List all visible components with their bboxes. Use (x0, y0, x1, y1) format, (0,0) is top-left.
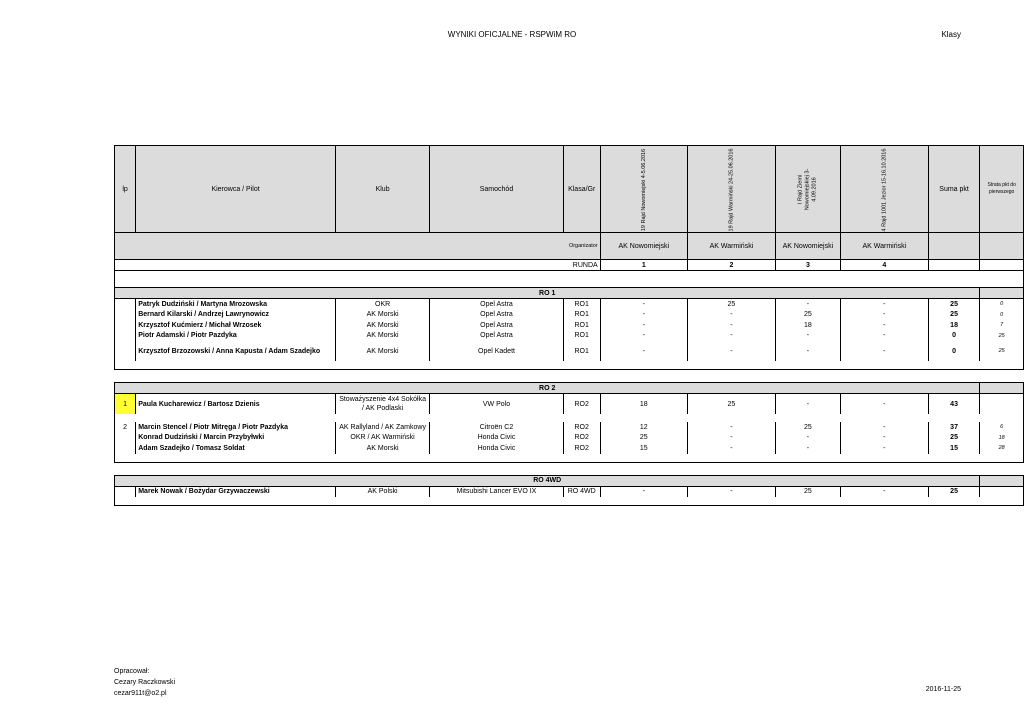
organizer-label: Organizator (115, 233, 601, 260)
cell-r2: - (687, 443, 775, 454)
cell-r2: - (687, 341, 775, 361)
round-blank-loss (980, 260, 1024, 271)
cell-class: RO1 (563, 299, 600, 310)
cell-lp (115, 299, 136, 310)
cell-club: AK Morski (335, 310, 429, 321)
cell-r4: - (840, 394, 928, 415)
cell-r3: - (775, 394, 840, 415)
organizer-1: AK Nowomiejski (600, 233, 687, 260)
cell-r3: - (775, 341, 840, 361)
table-row (115, 331, 1024, 342)
cell-r4: - (840, 310, 928, 321)
table-row (115, 341, 1024, 361)
cell-car: Opel Astra (430, 310, 563, 321)
group-title: RO 2 (115, 383, 980, 394)
cell-sum: 25 (928, 299, 980, 310)
cell-driver: Adam Szadejko / Tomasz Soldat (136, 443, 336, 454)
cell-car: Opel Astra (430, 320, 563, 331)
col-loss: Strata pkt do pierwszego (980, 146, 1024, 233)
cell-r1: - (600, 331, 687, 342)
page-header-right: Klasy (941, 30, 961, 39)
col-lp: lp (115, 146, 136, 233)
footer-label: Opracował: (114, 668, 150, 675)
cell-car: VW Polo (430, 394, 563, 415)
cell-class: RO2 (563, 394, 600, 415)
col-sum: Suma pkt (928, 146, 980, 233)
cell-lp: 2 (115, 422, 136, 433)
cell-sum: 0 (928, 341, 980, 361)
cell-sum: 0 (928, 331, 980, 342)
table-row (115, 433, 1024, 444)
cell-r4: - (840, 433, 928, 444)
group-end-cell (115, 497, 1024, 506)
cell-driver: Bernard Kilarski / Andrzej Lawrynowicz (136, 310, 336, 321)
group-title-blank (980, 383, 1024, 394)
col-class: Klasa/Gr (563, 146, 600, 233)
round-row (115, 260, 1024, 271)
col-rally-1 (600, 146, 687, 233)
cell-club: OKR / AK Warmiński (335, 433, 429, 444)
round-blank (115, 260, 564, 271)
table-row (115, 320, 1024, 331)
table-row (115, 486, 1024, 497)
cell-r2: 25 (687, 299, 775, 310)
cell-r1: 15 (600, 443, 687, 454)
cell-r2: - (687, 331, 775, 342)
cell-lp (115, 331, 136, 342)
row-gap-cell (115, 414, 1024, 422)
group-header-ro2 (115, 383, 1024, 394)
cell-lp: 1 (115, 394, 136, 415)
cell-r3: - (775, 299, 840, 310)
cell-sum: 25 (928, 310, 980, 321)
cell-class: RO1 (563, 310, 600, 321)
cell-car: Opel Astra (430, 331, 563, 342)
cell-lp (115, 486, 136, 497)
cell-class: RO1 (563, 341, 600, 361)
group-header-ro1 (115, 288, 1024, 299)
cell-class: RO2 (563, 433, 600, 444)
cell-sum: 43 (928, 394, 980, 415)
cell-loss: 6 (980, 422, 1024, 433)
cell-r2: - (687, 486, 775, 497)
group-title: RO 1 (115, 288, 980, 299)
cell-lp (115, 443, 136, 454)
group-title-blank (980, 288, 1024, 299)
cell-r4: - (840, 299, 928, 310)
col-club: Klub (335, 146, 429, 233)
cell-driver: Patryk Dudziński / Martyna Mrozowska (136, 299, 336, 310)
round-1: 1 (600, 260, 687, 271)
group-header-ro4wd (115, 475, 1024, 486)
group-title-blank (980, 475, 1024, 486)
table-row (115, 299, 1024, 310)
group-end-row (115, 454, 1024, 463)
cell-car: Opel Astra (430, 299, 563, 310)
cell-driver: Paula Kucharewicz / Bartosz Dzienis (136, 394, 336, 415)
table-row (115, 310, 1024, 321)
cell-driver: Piotr Adamski / Piotr Pazdyka (136, 331, 336, 342)
cell-loss: 28 (980, 443, 1024, 454)
cell-r3: 25 (775, 422, 840, 433)
table-row (115, 394, 1024, 415)
cell-loss: 0 (980, 299, 1024, 310)
col-rally-3-label: I Rajd Ziemi Nowomiejskiej 3-4.09.2016 (797, 168, 818, 210)
cell-club: Stoważyszenie 4x4 Sokółka / AK Podlaski (335, 394, 429, 415)
cell-driver: Krzysztof Brzozowski / Anna Kapusta / Adam Szadejko (136, 341, 336, 361)
cell-club: AK Morski (335, 443, 429, 454)
cell-r4: - (840, 331, 928, 342)
cell-r1: 12 (600, 422, 687, 433)
round-3: 3 (775, 260, 840, 271)
col-car: Samochód (430, 146, 563, 233)
cell-r2: - (687, 433, 775, 444)
cell-class: RO1 (563, 320, 600, 331)
cell-r4: - (840, 443, 928, 454)
cell-club: AK Morski (335, 320, 429, 331)
cell-r3: 18 (775, 320, 840, 331)
cell-r3: - (775, 331, 840, 342)
cell-loss: 18 (980, 433, 1024, 444)
row-gap (115, 414, 1024, 422)
cell-r4: - (840, 422, 928, 433)
organizer-blank-sum (928, 233, 980, 260)
table-row (115, 422, 1024, 433)
cell-club: AK Morski (335, 341, 429, 361)
cell-driver: Marcin Stencel / Piotr Mitręga / Piotr Pazdyka (136, 422, 336, 433)
cell-club: AK Morski (335, 331, 429, 342)
group-title: RO 4WD (115, 475, 980, 486)
col-rally-1-label: 19 Rajd Nowomiejski 4-5.06.2016 (640, 148, 647, 231)
cell-r3: - (775, 433, 840, 444)
cell-club: OKR (335, 299, 429, 310)
footer-author (114, 666, 175, 699)
results-table (114, 145, 1024, 506)
col-rally-2 (687, 146, 775, 233)
round-4: 4 (840, 260, 928, 271)
cell-lp (115, 341, 136, 361)
organizer-2: AK Warmiński (687, 233, 775, 260)
cell-sum: 18 (928, 320, 980, 331)
cell-loss: 25 (980, 331, 1024, 342)
table-row (115, 443, 1024, 454)
cell-loss: 0 (980, 310, 1024, 321)
cell-class: RO 4WD (563, 486, 600, 497)
spacer-cell (115, 370, 1024, 383)
cell-r2: 25 (687, 394, 775, 415)
cell-club: AK Rallyland / AK Zamkowy (335, 422, 429, 433)
cell-r4: - (840, 320, 928, 331)
col-rally-3 (775, 146, 840, 233)
spacer-row (115, 462, 1024, 475)
page-title: WYNIKI OFICJALNE - RSPWiM RO (447, 30, 577, 39)
organizer-4: AK Warmiński (840, 233, 928, 260)
cell-loss: 25 (980, 341, 1024, 361)
group-end-cell (115, 454, 1024, 463)
cell-loss (980, 394, 1024, 415)
cell-r4: - (840, 486, 928, 497)
cell-car: Honda Civic (430, 443, 563, 454)
cell-r1: 25 (600, 433, 687, 444)
organizer-3: AK Nowomiejski (775, 233, 840, 260)
cell-car: Opel Kadett (430, 341, 563, 361)
cell-driver: Marek Nowak / Bożydar Grzywaczewski (136, 486, 336, 497)
cell-sum: 15 (928, 443, 980, 454)
group-end-cell (115, 361, 1024, 370)
cell-r4: - (840, 341, 928, 361)
cell-r1: - (600, 310, 687, 321)
cell-class: RO1 (563, 331, 600, 342)
cell-sum: 25 (928, 433, 980, 444)
gap-row (115, 271, 1024, 288)
col-rally-2-label: 19 Rajd Warmiński 24-25.06.2016 (728, 148, 735, 231)
cell-r3: 25 (775, 486, 840, 497)
cell-driver: Krzysztof Kućmierz / Michał Wrzosek (136, 320, 336, 331)
cell-class: RO2 (563, 422, 600, 433)
cell-r1: - (600, 486, 687, 497)
cell-club: AK Polski (335, 486, 429, 497)
round-blank-sum (928, 260, 980, 271)
organizer-row (115, 233, 1024, 260)
cell-car: Citroën C2 (430, 422, 563, 433)
organizer-blank-loss (980, 233, 1024, 260)
cell-r2: - (687, 320, 775, 331)
cell-car: Mitsubishi Lancer EVO IX (430, 486, 563, 497)
cell-driver: Konrad Dudziński / Marcin Przybyłwki (136, 433, 336, 444)
footer-date: 2016-11-25 (925, 686, 961, 693)
cell-class: RO2 (563, 443, 600, 454)
round-label: RUNDA (563, 260, 600, 271)
spacer-cell (115, 462, 1024, 475)
cell-loss: 7 (980, 320, 1024, 331)
cell-r2: - (687, 422, 775, 433)
cell-lp (115, 310, 136, 321)
column-header-row (115, 146, 1024, 233)
cell-loss (980, 486, 1024, 497)
cell-r3: 25 (775, 310, 840, 321)
footer-email: cezar911t@o2.pl (114, 690, 167, 697)
cell-sum: 37 (928, 422, 980, 433)
group-end-row (115, 361, 1024, 370)
cell-r1: - (600, 320, 687, 331)
cell-r1: - (600, 341, 687, 361)
gap-cell (115, 271, 1024, 288)
col-driver: Kierowca / Pilot (136, 146, 336, 233)
cell-r1: 18 (600, 394, 687, 415)
cell-sum: 25 (928, 486, 980, 497)
cell-lp (115, 433, 136, 444)
cell-lp (115, 320, 136, 331)
cell-r2: - (687, 310, 775, 321)
col-rally-4-label: 4 Rajd 1001 Jezior 15-16.10.2016 (881, 148, 888, 231)
cell-r1: - (600, 299, 687, 310)
footer-author-name: Cezary Raczkowski (114, 679, 176, 686)
round-2: 2 (687, 260, 775, 271)
cell-car: Honda Civic (430, 433, 563, 444)
group-end-row (115, 497, 1024, 506)
spacer-row (115, 370, 1024, 383)
col-rally-4 (840, 146, 928, 233)
cell-r3: - (775, 443, 840, 454)
